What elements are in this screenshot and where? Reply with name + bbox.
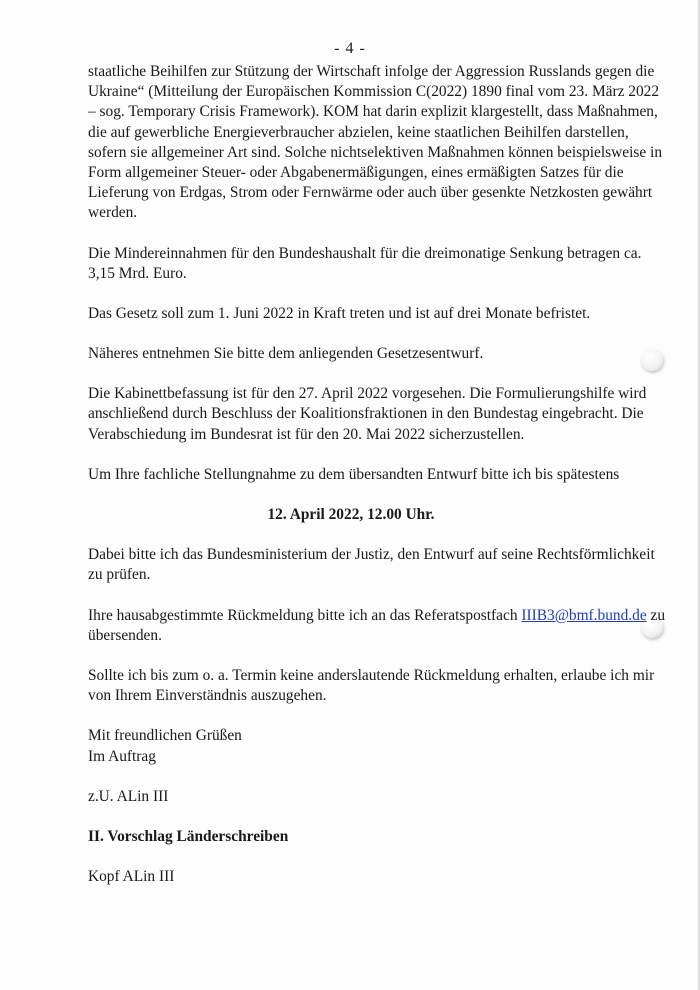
paragraph-implied-consent [88,666,655,706]
text-line: Verabschiedung im Bundesrat ist für den 20. Mai 2022 sicherzustellen. [88,425,525,443]
text-line: die auf gewerbliche Energieverbraucher abzielen, keine staatlichen Beihilfen darstellen, [88,123,629,141]
text-line [88,606,666,626]
footer-note [88,867,628,887]
text-line: Das Gesetz soll zum 1. Juni 2022 in Kraft treten und ist auf drei Monate befristet. [88,304,591,322]
paragraph-revenue-loss [88,244,642,284]
text-line: Die Kabinettbefassung ist für den 27. April 2022 vorgesehen. Die Formulierungshilfe wird [88,385,647,403]
text-line: Dabei bitte ich das Bundesministerium der Justiz, den Entwurf auf seine Rechtsförmlichkeit [88,546,655,564]
text-line: Die Mindereinnahmen für den Bundeshaushalt für die dreimonatige Senkung betragen ca. [88,244,642,262]
text-line: anschließend durch Beschluss der Koalitionsfraktionen in den Bundestag eingebracht. Die [88,405,644,423]
text-line: Ukraine“ (Mitteilung der Europäischen Kommission C(2022) 1890 final vom 23. März 2022 [88,83,660,101]
text-line: zu prüfen. [88,566,151,584]
text-line: werden. [88,204,138,222]
text-line: Sollte ich bis zum o. a. Termin keine anderslautende Rückmeldung erhalten, erlaube ich mir [88,666,655,684]
text-line: staatliche Beihilfen zur Stützung der Wirtschaft infolge der Aggression Russlands gegen die [88,63,655,80]
footer-note-text: Kopf ALin III [88,868,175,886]
paragraph-reply-mailbox [88,606,666,646]
text-line: 3,15 Mrd. Euro. [88,264,187,282]
paragraph-draft-reference [88,344,628,364]
text-line: übersenden. [88,626,162,644]
paragraph-request-statement [88,465,628,485]
paragraph-effective-date [88,304,628,324]
closing-on-behalf: Im Auftrag [88,747,156,765]
text-fragment: zu [646,606,666,624]
deadline [74,505,628,525]
email-link[interactable]: IIIB3@bmf.bund.de [521,606,647,624]
zu-text: z.U. ALin III [88,787,169,805]
text-fragment: Ihre hausabgestimmte Rückmeldung bitte ich an das Referatspostfach [88,606,522,624]
section-heading-text: II. Vorschlag Länderschreiben [88,827,289,845]
text-line: Um Ihre fachliche Stellungnahme zu dem übersandten Entwurf bitte ich bis spätestens [88,465,620,483]
deadline-text: 12. April 2022, 12.00 Uhr. [267,506,435,523]
text-line: Form allgemeiner Steuer- oder Abgabenermäßigungen, eines ermäßigten Satzes für die [88,163,624,181]
zu-note [88,787,628,807]
punch-hole [641,349,663,371]
section-heading [88,827,628,847]
text-line: von Ihrem Einverständnis auszugehen. [88,687,327,705]
text-line: sofern sie allgemeiner Art sind. Solche nichtselektiven Maßnahmen können beispielsweise in [88,143,663,161]
page-number: - 4 - [334,40,366,57]
text-line: Lieferung von Erdgas, Strom oder Fernwärme oder auch über gesenkte Netzkosten gewährt [88,184,653,202]
text-line: Näheres entnehmen Sie bitte dem anliegenden Gesetzesentwurf. [88,345,484,363]
paragraph-state-aid [88,62,663,224]
paragraph-cabinet-schedule [88,384,647,445]
closing-block [88,726,628,766]
closing-greeting: Mit freundlichen Grüßen [88,727,242,745]
paragraph-justice-review [88,545,655,585]
text-line: – sog. Temporary Crisis Framework). KOM hat darin explizit klargestellt, dass Maßnahmen, [88,103,658,121]
letter-body [88,62,666,907]
